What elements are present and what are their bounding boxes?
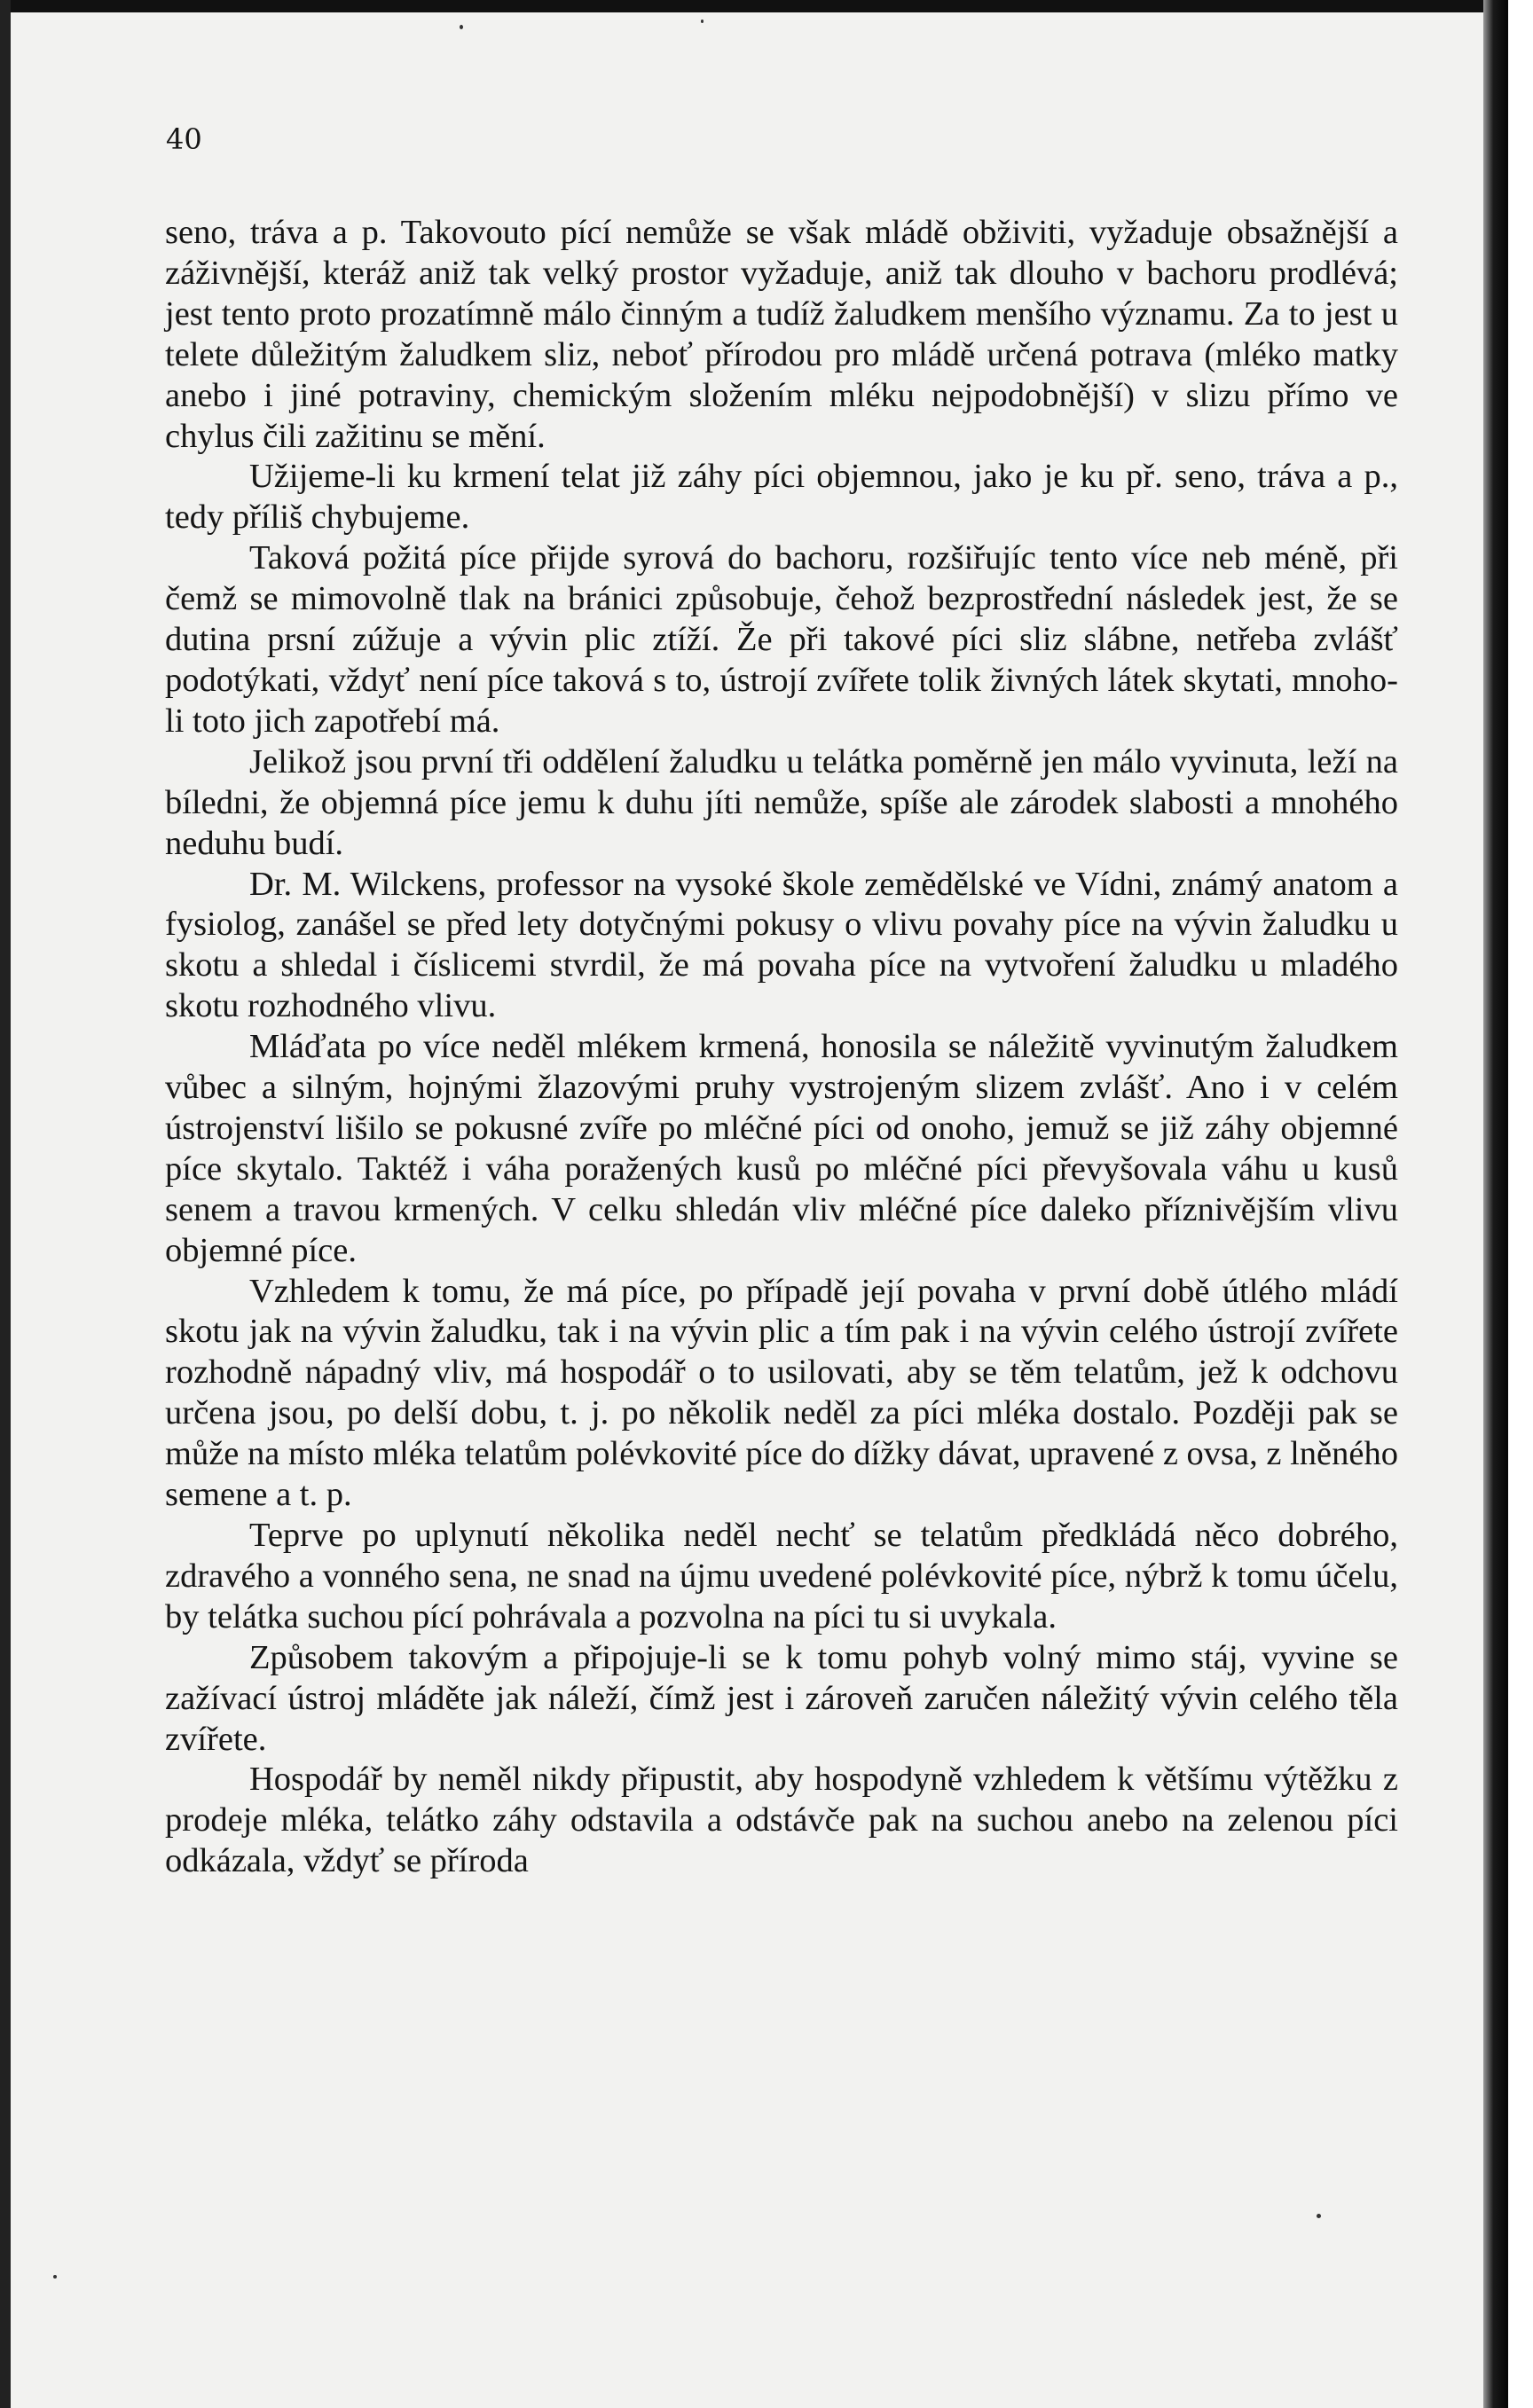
scan-border-right bbox=[1483, 0, 1508, 2408]
paragraph: Teprve po uplynutí několika neděl nechť se telatům předkládá něco dobrého, zdravého a vonného sena, ne snad na újmu uvedené polévkovité píce, nýbrž k tomu účelu, by telátka suchou pící pohrávala a pozvolna na píci tu si uvykala. bbox=[165, 1517, 1398, 1635]
page-edge bbox=[1508, 0, 1533, 2408]
paragraph: Vzhledem k tomu, že má píce, po případě její povaha v první době útlého mládí skotu jak na vývin žaludku, tak i na vývin plic a tím pak i na vývin celého ústrojí zvířete rozhodně nápadný vliv, má hospodář o to usilovati, aby se těm telatům, jež k odchovu určena jsou, po delší dobu, t. j. po několik neděl za píci mléka dostalo. Později pak se může na místo mléka telatům polévkovité píce do dížky dávat, upravené z ovsa, z lněného semene a t. p. bbox=[165, 1272, 1398, 1514]
paragraph: Způsobem takovým a připojuje-li se k tomu pohyb volný mimo stáj, vyvine se zažívací ústroj mláděte jak náleží, čímž jest i zároveň zaručen náležitý vývin celého těla zvířete. bbox=[165, 1638, 1398, 1758]
scan-speck bbox=[701, 20, 704, 23]
scan-border-left bbox=[0, 0, 11, 2408]
paragraph: Jelikož jsou první tři oddělení žaludku u telátka poměrně jen málo vyvinuta, leží na bíledni, že objemná píce jemu k duhu jíti nemůže, spíše ale zárodek slabosti a mnohého neduhu budí. bbox=[165, 742, 1398, 862]
scan-speck bbox=[1317, 2214, 1321, 2218]
paragraph: Dr. M. Wilckens, professor na vysoké škole zemědělské ve Vídni, známý anatom a fysiolog, zanášel se před lety dotyčnými pokusy o vlivu povahy píce na vývin žaludku u skotu a shledal i číslicemi stvrdil, že má povaha píce na vytvoření žaludku u mladého skotu rozhodného vlivu. bbox=[165, 865, 1398, 1025]
paragraph: Hospodář by neměl nikdy připustit, aby hospodyně vzhledem k většímu výtěžku z prodeje mléka, telátko záhy odstavila a odstávče pak na suchou anebo na zelenou píci odkázala, vždyť se příroda bbox=[165, 1761, 1398, 1880]
scan-border-top bbox=[0, 0, 1508, 12]
page-number: 40 bbox=[166, 122, 202, 156]
paragraph: seno, tráva a p. Takovouto pící nemůže se však mládě obživiti, vyžaduje obsažnější a záživnější, kteráž aniž tak velký prostor vyžaduje, aniž tak dlouho v bachoru prodlévá; jest tento proto prozatímně málo činným a tudíž žaludkem menšího významu. Za to jest u telete důležitým žaludkem sliz, neboť přírodou pro mládě určená potrava (mléko matky anebo i jiné potraviny, chemickým složením mléku nejpodobnější) v slizu přímo ve chylus čili zažitinu se mění. bbox=[165, 214, 1398, 455]
scan-speck bbox=[460, 25, 463, 29]
paragraph: Taková požitá píce přijde syrová do bachoru, rozšiřujíc tento více neb méně, při čemž se mimovolně tlak na bránici způsobuje, čehož bezprostřední následek jest, že se dutina prsní zúžuje a vývin plic ztíží. Že při takové píci sliz slábne, netřeba zvlášť podotýkati, vždyť není píce taková s to, ústrojí zvířete tolik živných látek skytati, mnoho-li toto jich zapotřebí má. bbox=[165, 539, 1398, 740]
paragraph: Mláďata po více neděl mlékem krmená, honosila se náležitě vyvinutým žaludkem vůbec a silným, hojnými žlazovými pruhy vystrojeným slizem zvlášť. Ano i v celém ústrojenství lišilo se pokusné zvíře po mléčné píci od onoho, jemuž se již záhy objemné píce skytalo. Taktéž i váha poražených kusů po mléčné píci převyšovala váhu u kusů senem a travou krmených. V celku shledán vliv mléčné píce daleko příznivějším vlivu objemné píce. bbox=[165, 1028, 1398, 1269]
paragraph: Užijeme-li ku krmení telat již záhy píci objemnou, jako je ku př. seno, tráva a p., tedy příliš chybujeme. bbox=[165, 458, 1398, 537]
scan-speck bbox=[53, 2275, 57, 2279]
body-text bbox=[165, 213, 1398, 1882]
